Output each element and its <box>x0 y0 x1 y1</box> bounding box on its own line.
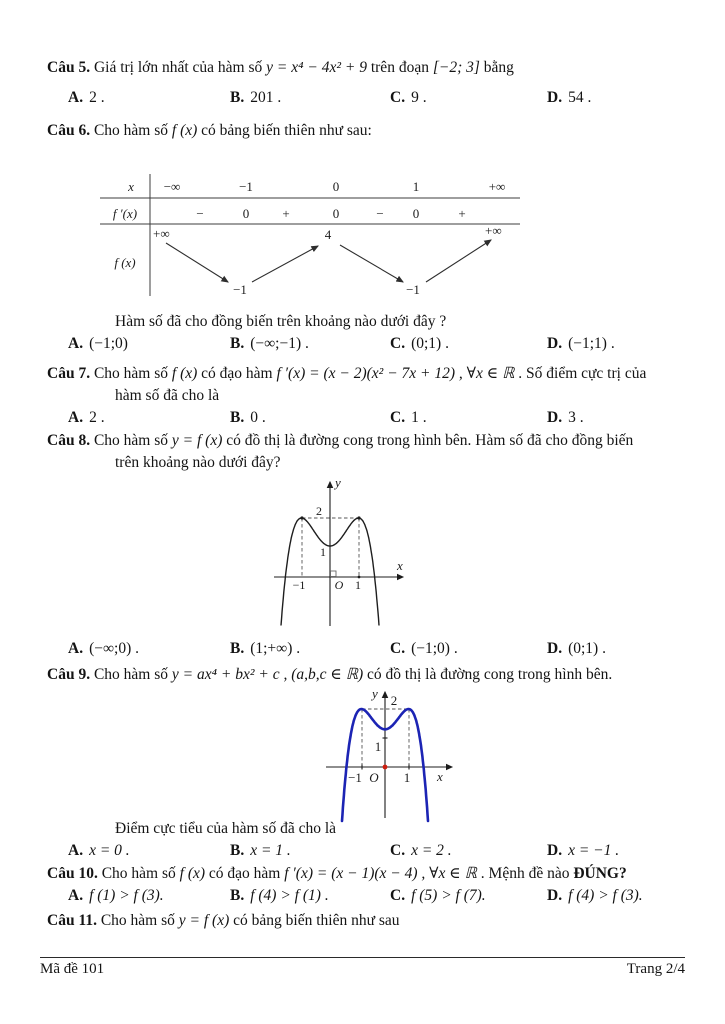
table-fprime-label: f ′(x) <box>112 206 138 221</box>
answer-text: x = 2 . <box>411 842 452 859</box>
origin-label: O <box>369 770 379 785</box>
answer-option <box>390 840 547 862</box>
stem-text: . Mệnh đề nào <box>476 865 574 882</box>
stem-text: . Số điểm cực trị của <box>514 365 647 382</box>
answer-letter: A. <box>68 409 84 426</box>
question-10 <box>47 862 690 907</box>
graph-q8 <box>272 474 432 632</box>
y-tick-label: 2 <box>316 504 322 518</box>
answer-text: 9 . <box>411 89 427 106</box>
y-tick-label: 1 <box>320 545 326 559</box>
arrow-up-icon <box>252 246 318 282</box>
table-sign: 0 <box>332 206 340 221</box>
y-tick-label: 1 <box>374 739 382 754</box>
answer-text: 2 . <box>89 89 105 106</box>
table-f-value: 4 <box>324 227 332 242</box>
answer-letter: D. <box>547 335 563 352</box>
answer-text: (−1;0) <box>89 335 128 352</box>
x-tick-label: −1 <box>348 770 362 785</box>
stem-text: có bảng biến thiên như sau: <box>197 122 372 139</box>
stem-text: có bảng biến thiên như sau <box>229 912 400 929</box>
answer-letter: C. <box>390 842 406 859</box>
table-f-value: +∞ <box>153 226 170 241</box>
answer-text: (−∞;0) . <box>89 640 139 657</box>
answer-text: f (4) > f (3). <box>568 887 643 904</box>
answer-option <box>390 638 547 660</box>
answer-letter: C. <box>390 887 406 904</box>
answer-row <box>47 638 690 660</box>
math-expression: y = ax⁴ + bx² + c , <box>171 666 288 683</box>
y-axis-label: y <box>372 686 378 701</box>
answer-text: 2 . <box>89 409 105 426</box>
arrow-down-icon <box>340 245 403 282</box>
answer-option <box>390 87 547 109</box>
math-expression: y = f (x) <box>178 912 230 929</box>
answer-option <box>230 885 390 907</box>
answer-text: x = −1 . <box>568 842 620 859</box>
answer-text: f (1) > f (3). <box>89 887 164 904</box>
stem-continuation: hàm số đã cho là <box>115 387 220 404</box>
answer-text: (−1;1) . <box>568 335 615 352</box>
answer-letter: C. <box>390 640 406 657</box>
question-prompt: Điểm cực tiểu của hàm số đã cho là <box>115 820 337 837</box>
max-point <box>300 516 303 519</box>
x-axis-label: x <box>397 558 403 573</box>
y-axis-label: y <box>335 475 341 490</box>
answer-text: 201 . <box>250 89 282 106</box>
answer-text: x = 0 . <box>89 842 130 859</box>
answer-text: 1 . <box>411 409 427 426</box>
answer-letter: B. <box>230 335 245 352</box>
x-tick-label: −1 <box>292 578 306 592</box>
origin-label: O <box>334 578 344 592</box>
answer-text: 54 . <box>568 89 592 106</box>
answer-text: f (4) > f (1) . <box>250 887 329 904</box>
origin-dot <box>383 765 388 770</box>
answer-option <box>547 638 690 660</box>
answer-letter: D. <box>547 89 563 106</box>
math-expression: (a,b,c ∈ ℝ) <box>291 666 364 683</box>
answer-letter: A. <box>68 640 84 657</box>
answer-letter: C. <box>390 409 406 426</box>
table-sign: − <box>196 206 204 221</box>
answer-letter: D. <box>547 887 563 904</box>
answer-option <box>547 840 690 862</box>
math-expression: [−2; 3] <box>432 59 480 76</box>
answer-option <box>68 885 230 907</box>
math-expression: f (x) <box>171 365 198 382</box>
math-expression: f ′(x) = (x − 2)(x² − 7x + 12) , ∀x ∈ ℝ <box>276 365 515 382</box>
table-x-value: 1 <box>412 179 420 194</box>
x-tick-label: 1 <box>403 770 411 785</box>
answer-option <box>68 407 230 429</box>
answer-text: (0;1) . <box>411 335 449 352</box>
answer-text: 0 . <box>250 409 266 426</box>
answer-text: x = 1 . <box>250 842 291 859</box>
math-expression: y = x⁴ − 4x² + 9 <box>266 59 367 76</box>
table-f-value: −1 <box>233 282 247 297</box>
answer-option <box>547 333 690 355</box>
table-sign: 0 <box>412 206 420 221</box>
stem-text: Cho hàm số <box>90 666 172 683</box>
answer-option <box>230 333 390 355</box>
arrow-up-icon <box>426 240 491 282</box>
table-sign: − <box>376 206 384 221</box>
question-label: Câu 5. <box>47 59 91 76</box>
table-f-value: −1 <box>406 282 420 297</box>
page-footer <box>40 957 685 978</box>
question-9 <box>47 663 690 862</box>
answer-option <box>68 333 230 355</box>
stem-text: bằng <box>479 59 514 76</box>
variation-table-q6 <box>100 172 520 298</box>
answer-row <box>47 840 690 862</box>
answer-option <box>390 885 547 907</box>
answer-text: 3 . <box>568 409 584 426</box>
question-stem <box>47 362 690 385</box>
answer-letter: B. <box>230 409 245 426</box>
question-8 <box>47 429 690 660</box>
stem-text: Cho hàm số <box>97 865 180 882</box>
math-expression: f ′(x) = (x − 1)(x − 4) , ∀x ∈ ℝ <box>284 865 477 882</box>
question-stem <box>47 862 690 885</box>
max-point <box>357 516 360 519</box>
answer-letter: A. <box>68 842 84 859</box>
answer-row <box>47 407 690 429</box>
table-f-label: f (x) <box>114 255 136 270</box>
question-label: Câu 11. <box>47 912 97 929</box>
table-x-value: −∞ <box>163 179 181 194</box>
answer-option <box>230 638 390 660</box>
stem-text: Cho hàm số <box>90 365 172 382</box>
x-axis-label: x <box>437 769 443 784</box>
table-x-value: +∞ <box>488 179 506 194</box>
exam-code: Mã đề 101 <box>40 961 105 977</box>
math-expression: y = f (x) <box>171 432 223 449</box>
answer-option <box>547 407 690 429</box>
question-prompt: Hàm số đã cho đồng biến trên khoảng nào dưới đây ? <box>115 313 447 330</box>
table-sign: 0 <box>242 206 250 221</box>
question-label: Câu 9. <box>47 666 91 683</box>
answer-text: (−1;0) . <box>411 640 458 657</box>
stem-continuation: trên khoảng nào dưới đây? <box>115 454 281 471</box>
table-sign: + <box>282 206 290 221</box>
question-stem <box>47 56 690 79</box>
table-x-label: x <box>128 179 134 194</box>
question-label: Câu 10. <box>47 865 98 882</box>
answer-text: f (5) > f (7). <box>411 887 486 904</box>
page-number: Trang 2/4 <box>626 961 685 977</box>
table-x-value: 0 <box>332 179 340 194</box>
y-tick-label: 2 <box>390 693 398 708</box>
math-expression: f (x) <box>171 122 198 139</box>
answer-letter: A. <box>68 887 84 904</box>
question-stem <box>47 663 690 686</box>
answer-option <box>230 87 390 109</box>
stem-text: có đồ thị là đường cong trong hình bên. Hàm số đã cho đồng biến <box>222 432 634 449</box>
stem-text: có đồ thị là đường cong trong hình bên. <box>363 666 613 683</box>
answer-option <box>547 885 690 907</box>
answer-text: (1;+∞) . <box>250 640 301 657</box>
answer-letter: B. <box>230 89 245 106</box>
table-f-value: +∞ <box>485 223 502 238</box>
answer-letter: D. <box>547 640 563 657</box>
answer-option <box>68 840 230 862</box>
right-angle-mark <box>331 571 337 577</box>
answer-row <box>47 333 690 355</box>
question-5 <box>47 56 690 109</box>
answer-text: (−∞;−1) . <box>250 335 309 352</box>
answer-text: (0;1) . <box>568 640 606 657</box>
answer-option <box>390 407 547 429</box>
answer-letter: B. <box>230 887 245 904</box>
question-stem <box>47 909 690 932</box>
stem-text: Cho hàm số <box>90 432 172 449</box>
answer-letter: B. <box>230 640 245 657</box>
question-7 <box>47 362 690 429</box>
table-x-value: −1 <box>239 179 253 194</box>
question-6 <box>47 119 690 355</box>
stem-text: trên đoạn <box>366 59 433 76</box>
table-sign: + <box>458 206 466 221</box>
graph-q9 <box>322 686 462 824</box>
stem-text: Giá trị lớn nhất của hàm số <box>90 59 267 76</box>
stem-text: có đạo hàm <box>197 365 277 382</box>
answer-letter: D. <box>547 842 563 859</box>
stem-text: Cho hàm số <box>90 122 172 139</box>
answer-letter: A. <box>68 335 84 352</box>
arrow-down-icon <box>166 243 228 282</box>
answer-letter: A. <box>68 89 84 106</box>
emphasized-text: ĐÚNG? <box>573 865 627 882</box>
answer-option <box>230 407 390 429</box>
question-label: Câu 8. <box>47 432 91 449</box>
question-label: Câu 6. <box>47 122 91 139</box>
stem-text: có đạo hàm <box>205 865 285 882</box>
answer-letter: C. <box>390 335 406 352</box>
answer-option <box>68 87 230 109</box>
answer-row <box>47 885 690 907</box>
question-stem <box>47 429 690 452</box>
answer-option <box>68 638 230 660</box>
answer-row <box>47 87 690 109</box>
answer-option <box>547 87 690 109</box>
answer-letter: D. <box>547 409 563 426</box>
stem-text: Cho hàm số <box>96 912 179 929</box>
math-expression: f (x) <box>179 865 206 882</box>
answer-option <box>230 840 390 862</box>
question-label: Câu 7. <box>47 365 91 382</box>
question-stem <box>47 119 690 142</box>
question-11 <box>47 909 690 932</box>
answer-letter: C. <box>390 89 406 106</box>
answer-option <box>390 333 547 355</box>
x-tick-label: 1 <box>355 578 361 592</box>
answer-letter: B. <box>230 842 245 859</box>
